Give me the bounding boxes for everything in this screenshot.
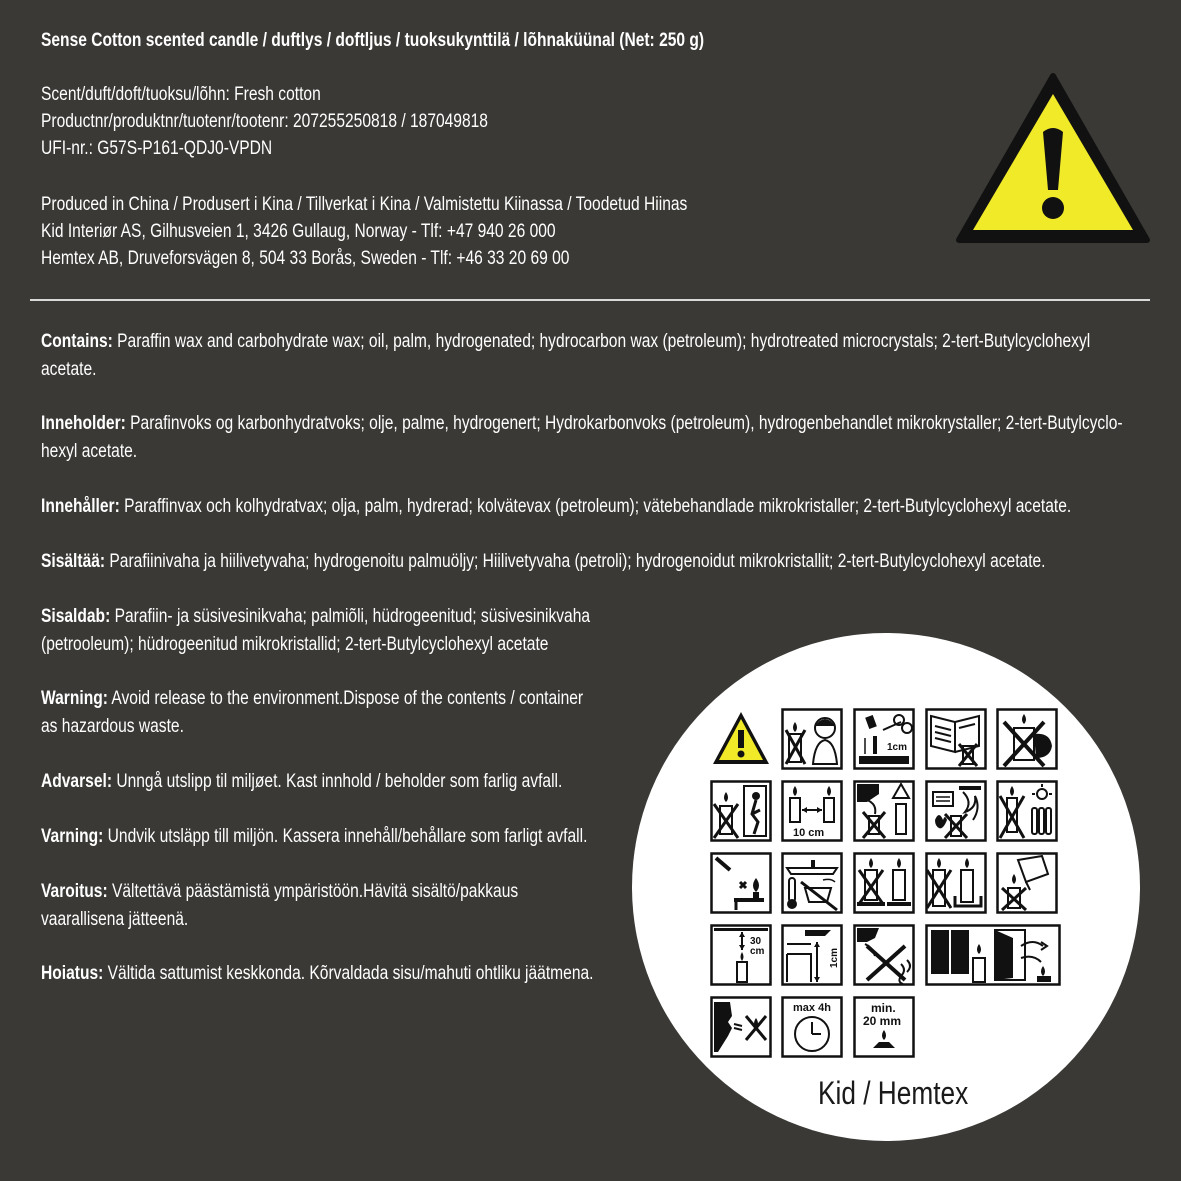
warning-text: Avoid release to the environment.Dispose of the contents / container xyxy=(107,688,584,709)
sisaltaa-label: Sisältää: xyxy=(41,551,106,572)
trim-wick-before-lighting-icon xyxy=(781,924,843,986)
advarsel-text: Unngå utslipp til miljøet. Kast innhold / beholder som farlig avfall. xyxy=(112,771,563,792)
min-label-text: min. xyxy=(871,1001,896,1015)
varning-label: Varning: xyxy=(41,826,104,847)
distance-text: 10 cm xyxy=(793,827,825,839)
no-flying-objects-icon xyxy=(710,852,772,914)
clearance-text: 30 xyxy=(750,936,762,947)
keep-away-from-heat-liquids-icon xyxy=(781,852,843,914)
keep-distance-icon xyxy=(781,780,843,842)
no-heat-source-icon xyxy=(996,780,1058,842)
never-leave-unattended-icon xyxy=(710,780,772,842)
divider xyxy=(30,299,1150,301)
ufi-line: UFI-nr.: G57S-P161-QDJ0-VPDN xyxy=(41,138,273,159)
fire-hazard-icon xyxy=(925,780,987,842)
inneholder-text-2: hexyl acetate. xyxy=(41,440,138,462)
sisaldab-text: Parafiin- ja süsivesinikvaha; palmiõli, hüdrogeenitud; süsivesinikvaha xyxy=(110,606,591,627)
warning-triangle-icon xyxy=(955,72,1151,246)
keep-away-from-children-icon xyxy=(781,708,843,770)
do-not-extinguish-with-water-icon xyxy=(996,852,1058,914)
max-burn-text: max 4h xyxy=(793,1002,831,1014)
scent-line: Scent/duft/doft/tuoksu/lõhn: Fresh cotton xyxy=(41,84,321,105)
varoitus-paragraph xyxy=(41,878,518,933)
no-drafts-windows-icon xyxy=(925,924,1061,986)
no-flammable-paper-icon xyxy=(925,708,987,770)
min-value-text: 20 mm xyxy=(863,1014,902,1028)
hemtex-address-line: Hemtex AB, Druveforsvägen 8, 504 33 Borås, Sweden - Tlf: +46 33 20 69 00 xyxy=(41,248,570,269)
sisaltaa-paragraph xyxy=(41,548,1046,576)
varoitus-label: Varoitus: xyxy=(41,881,108,902)
innehaller-text: Paraffinvax och kolhydratvax; olja, palm, hydrerad; kolvätevax (petroleum); vätebehandlade mikrokristaller; 2-tert-Butylcyclohexyl acetate. xyxy=(119,496,1072,517)
sisaltaa-text: Parafiinivaha ja hiilivetyvaha; hydrogenoitu palmuöljy; Hiilivetyvaha (petroli); hydrogenoidut mikrokristallit; 2-tert-Butylcyclohexyl acetate. xyxy=(105,551,1046,572)
hoiatus-label: Hoiatus: xyxy=(41,963,104,984)
min-wax-pool-icon xyxy=(853,996,915,1058)
contains-label: Contains: xyxy=(41,331,113,352)
no-smoke-inhalation-icon xyxy=(853,924,915,986)
use-candle-holder-icon xyxy=(925,852,987,914)
varoitus-text-2: vaarallisena jätteenä. xyxy=(41,908,189,930)
inneholder-paragraph xyxy=(41,410,1123,465)
product-title: Sense Cotton scented candle / duftlys / doftljus / tuoksukynttilä / lõhnaküünal (Net: 250 g) xyxy=(41,30,705,51)
innehaller-label: Innehåller: xyxy=(41,496,120,517)
sisaldab-paragraph xyxy=(41,603,590,658)
sisaldab-label: Sisaldab: xyxy=(41,606,111,627)
varoitus-text: Vältettävä päästämistä ympäristöön.Hävitä sisältö/pakkaus xyxy=(107,881,519,902)
contains-text-2: acetate. xyxy=(41,358,97,380)
warning-label: Warning: xyxy=(41,688,108,709)
warning-paragraph xyxy=(41,685,583,740)
innehaller-paragraph xyxy=(41,493,1071,521)
inneholder-text: Parafinvoks og karbonhydratvoks; olje, palme, hydrogenert; Hydrokarbonvoks (petroleum), hydrogenbehandlet mikrokrystaller; 2-tert-Butylcyclo- xyxy=(125,413,1123,434)
wick-trim-text: 1cm xyxy=(829,947,840,968)
produced-in-line: Produced in China / Produsert i Kina / Tillverkat i Kina / Valmistettu Kiinassa / Toodetud Hiinas xyxy=(41,194,688,215)
sisaldab-text-2: (petrooleum); hüdrogeenitud mikrokristallid; 2-tert-Butylcyclohexyl acetate xyxy=(41,633,549,655)
max-burn-time-icon xyxy=(781,996,843,1058)
keep-space-above-icon xyxy=(710,924,772,986)
trim-wick-icon xyxy=(853,708,915,770)
clearance-unit-text: cm xyxy=(750,946,765,957)
contains-text: Paraffin wax and carbohydrate wax; oil, palm, hydrogenated; hydrocarbon wax (petroleum); hydrotreated microcrystals; 2-tert-Butylcyclohexyl xyxy=(112,331,1091,352)
advarsel-paragraph xyxy=(41,768,562,796)
inneholder-label: Inneholder: xyxy=(41,413,126,434)
small-warning-triangle-icon xyxy=(710,708,772,770)
no-burning-near-drafts-icon xyxy=(853,780,915,842)
kid-address-line: Kid Interiør AS, Gilhusveien 1, 3426 Gullaug, Norway - Tlf: +47 940 26 000 xyxy=(41,221,556,242)
do-not-move-lit-candle-icon xyxy=(996,708,1058,770)
hoiatus-text: Vältida sattumist keskkonda. Kõrvaldada sisu/mahuti ohtliku jäätmena. xyxy=(103,963,594,984)
place-on-heat-resistant-surface-icon xyxy=(853,852,915,914)
product-number-line: Productnr/produktnr/tuotenr/tootenr: 207255250818 / 187049818 xyxy=(41,111,488,132)
brand-label: Kid / Hemtex xyxy=(818,1075,969,1111)
warning-text-2: as hazardous waste. xyxy=(41,715,184,737)
varning-text: Undvik utsläpp till miljön. Kassera innehåll/behållare som farligt avfall. xyxy=(103,826,588,847)
contains-paragraph xyxy=(41,328,1090,383)
hoiatus-paragraph xyxy=(41,960,593,988)
varning-paragraph xyxy=(41,823,587,851)
wick-length-text: 1cm xyxy=(887,742,908,753)
advarsel-label: Advarsel: xyxy=(41,771,113,792)
no-blowing-out-icon xyxy=(710,996,772,1058)
